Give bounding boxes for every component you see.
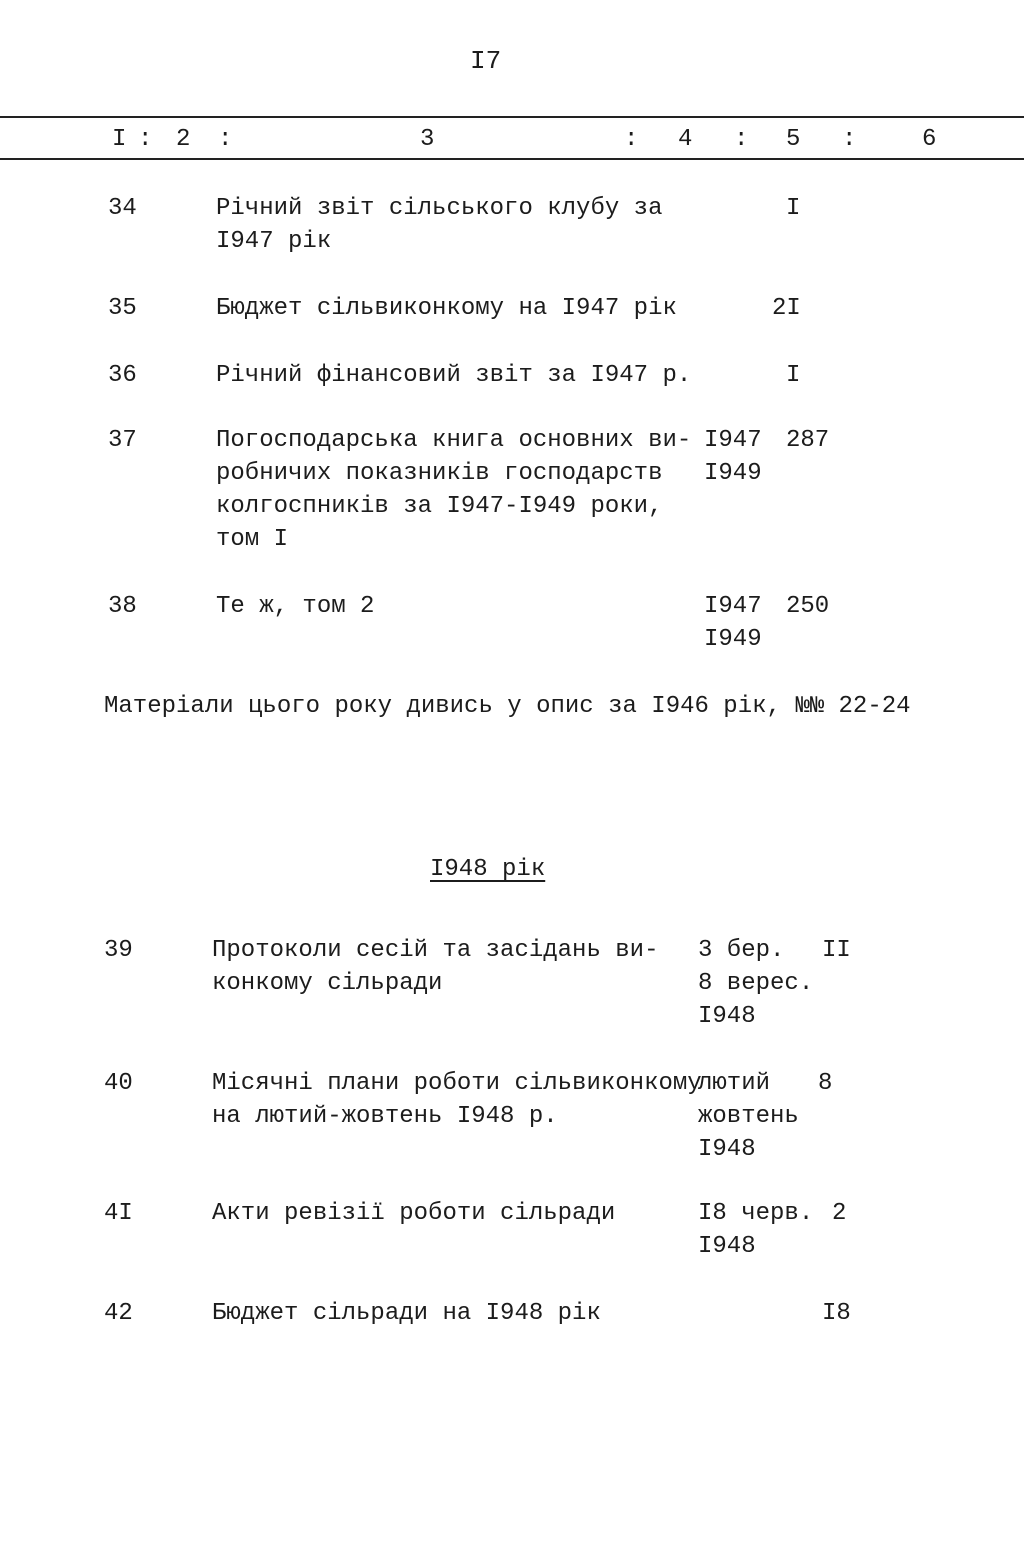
entry-number: 42 — [104, 1300, 133, 1327]
column-separator: : — [842, 126, 857, 153]
entry-dates: лютий жовтень I948 — [698, 1070, 799, 1163]
entry-number: 36 — [108, 362, 137, 389]
entry-title: Погосподарська книга основних ви- робничих показників господарств колгоспників за I947-I949 роки, том I — [216, 427, 692, 553]
header-bottom-rule — [0, 158, 1024, 160]
entry-sheets: 2 — [832, 1200, 847, 1227]
column-4-label: 4 — [678, 126, 693, 153]
entry-number: 40 — [104, 1070, 133, 1097]
entry-title: Акти ревізії роботи сільради — [212, 1200, 616, 1227]
column-separator: : — [218, 126, 233, 153]
entry-number: 38 — [108, 593, 137, 620]
column-separator: : — [138, 126, 153, 153]
entry-number: 37 — [108, 427, 137, 454]
entry-sheets: II — [822, 937, 851, 964]
entry-number: 39 — [104, 937, 133, 964]
entry-title: Бюджет сільвиконкому на I947 рік — [216, 295, 677, 322]
entry-title: Річний звіт сільського клубу за I947 рік — [216, 195, 663, 255]
entry-sheets: 8 — [818, 1070, 833, 1097]
entry-sheets: 2I — [772, 295, 801, 322]
entry-title: Річний фінансовий звіт за I947 р. — [216, 362, 692, 389]
entry-sheets: 250 — [786, 593, 830, 620]
column-separator: : — [734, 126, 749, 153]
column-6-label: 6 — [922, 126, 937, 153]
section-heading-1948: I948 рік — [430, 856, 546, 883]
entry-sheets: I8 — [822, 1300, 851, 1327]
entry-title: Протоколи сесій та засідань ви- конкому сільради — [212, 937, 659, 997]
column-5-label: 5 — [786, 126, 801, 153]
entry-sheets: I — [786, 362, 801, 389]
entry-title: Місячні плани роботи сільвиконкому на лютий-жовтень I948 р. — [212, 1070, 702, 1130]
entry-dates: I8 черв. I948 — [698, 1200, 814, 1260]
column-3-label: 3 — [420, 126, 435, 153]
entry-number: 4I — [104, 1200, 133, 1227]
header-top-rule — [0, 116, 1024, 118]
cross-reference-note: Матеріали цього року дивись у опис за I946 рік, №№ 22-24 — [104, 693, 911, 720]
page-number: I7 — [470, 46, 502, 76]
entry-title: Те ж, том 2 — [216, 593, 375, 620]
column-separator: : — [624, 126, 639, 153]
entry-dates: I947 I949 — [704, 593, 762, 653]
entry-title: Бюджет сільради на I948 рік — [212, 1300, 601, 1327]
entry-number: 35 — [108, 295, 137, 322]
column-2-label: 2 — [176, 126, 191, 153]
column-1-label: I — [112, 126, 127, 153]
entry-dates: I947 I949 — [704, 427, 762, 487]
entry-sheets: 287 — [786, 427, 830, 454]
entry-dates: 3 бер. 8 верес. I948 — [698, 937, 814, 1030]
entry-sheets: I — [786, 195, 801, 222]
entry-number: 34 — [108, 195, 137, 222]
